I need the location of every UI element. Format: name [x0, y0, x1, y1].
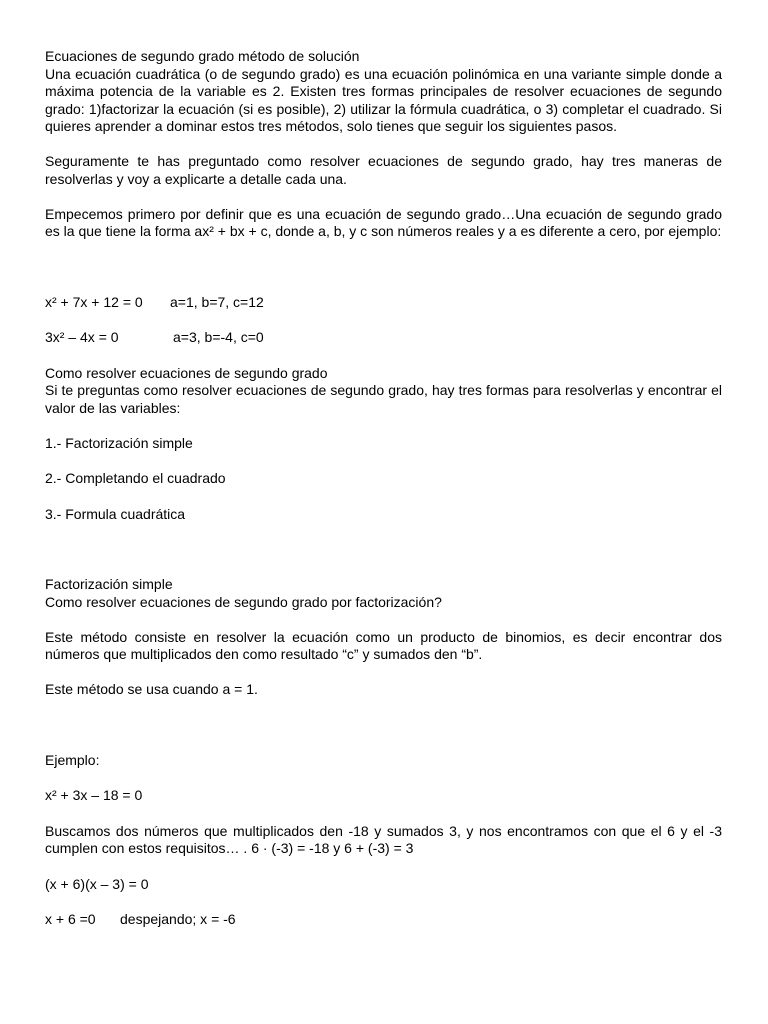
spacer — [45, 136, 722, 154]
spacer — [45, 241, 722, 294]
paragraph-si-te-preguntas: Si te preguntas como resolver ecuaciones de segundo grado, hay tres formas para resolverlas y encontrar el valor de las variables: — [45, 382, 722, 416]
document-title: Ecuaciones de segundo grado método de solución — [45, 48, 360, 64]
ejemplo-label: Ejemplo: — [45, 751, 100, 768]
ejemplo-equation: x² + 3x – 18 = 0 — [45, 787, 143, 803]
factored-equation: (x + 6)(x – 3) = 0 — [45, 875, 149, 892]
spacer — [45, 311, 722, 329]
spacer — [45, 858, 722, 876]
paragraph-seguramente: Seguramente te has preguntado como resolver ecuaciones de segundo grado, hay tres maneras de resolverlas y voy a explicarte a detalle cada una. — [45, 153, 722, 187]
paragraph-metodo: Este método consiste en resolver la ecuación como un producto de binomios, es decir encontrar dos números que multiplicados den como resultado “c” y sumados den “b”. — [45, 628, 722, 662]
spacer — [45, 805, 722, 823]
spacer — [45, 188, 722, 206]
example-row-2 — [45, 329, 722, 347]
paragraph-uso: Este método se usa cuando a = 1. — [45, 681, 258, 697]
heading-como-resolver: Como resolver ecuaciones de segundo grado — [45, 364, 328, 381]
subheading-factorizacion: Como resolver ecuaciones de segundo grado por factorización? — [45, 593, 442, 610]
example-equation-2: 3x² – 4x = 0 — [45, 329, 119, 345]
step-equation: x + 6 =0 — [45, 911, 96, 927]
paragraph-buscamos: Buscamos dos números que multiplicados den -18 y sumados 3, y nos encontramos con que el 6 y el -3 cumplen con estos requisitos… . 6 · (-3) = -18 y 6 + (-3) = 3 — [45, 822, 722, 856]
spacer — [45, 347, 722, 365]
spacer — [45, 699, 722, 752]
step-row — [45, 911, 722, 929]
example-coefficients-1: a=1, b=7, c=12 — [170, 293, 264, 310]
method-item-3: 3.- Formula cuadrática — [45, 505, 186, 522]
method-item-1: 1.- Factorización simple — [45, 434, 193, 451]
example-coefficients-2: a=3, b=-4, c=0 — [173, 329, 264, 345]
spacer — [45, 488, 722, 506]
spacer — [45, 611, 722, 629]
heading-factorizacion: Factorización simple — [45, 576, 173, 592]
spacer — [45, 664, 722, 682]
paragraph-empecemos: Empecemos primero por definir que es una ecuación de segundo grado…Una ecuación de segundo grado es la que tiene la forma ax² + bx + c, donde a, b, y c son números reales y a es diferente a cero, por ejemplo: — [45, 205, 722, 239]
document-page — [45, 48, 722, 929]
spacer — [45, 523, 722, 576]
example-equation-1: x² + 7x + 12 = 0 — [45, 293, 143, 310]
example-row-1 — [45, 294, 722, 312]
spacer — [45, 893, 722, 911]
intro-paragraph: Una ecuación cuadrática (o de segundo grado) es una ecuación polinómica en una variante simple donde a máxima potencia de la variable es 2. Existen tres formas principales de resolver ecuaciones de segundo grado: 1)factorizar la ecuación (si es posible), 2) utilizar la fórmula cuadrática, o 3) completar el cuadrado. Si quieres aprender a dominar estos tres métodos, solo tienes que seguir los siguientes pasos. — [45, 65, 722, 134]
step-result: despejando; x = -6 — [120, 911, 236, 927]
spacer — [45, 417, 722, 435]
spacer — [45, 769, 722, 787]
method-item-2: 2.- Completando el cuadrado — [45, 470, 226, 486]
spacer — [45, 452, 722, 470]
